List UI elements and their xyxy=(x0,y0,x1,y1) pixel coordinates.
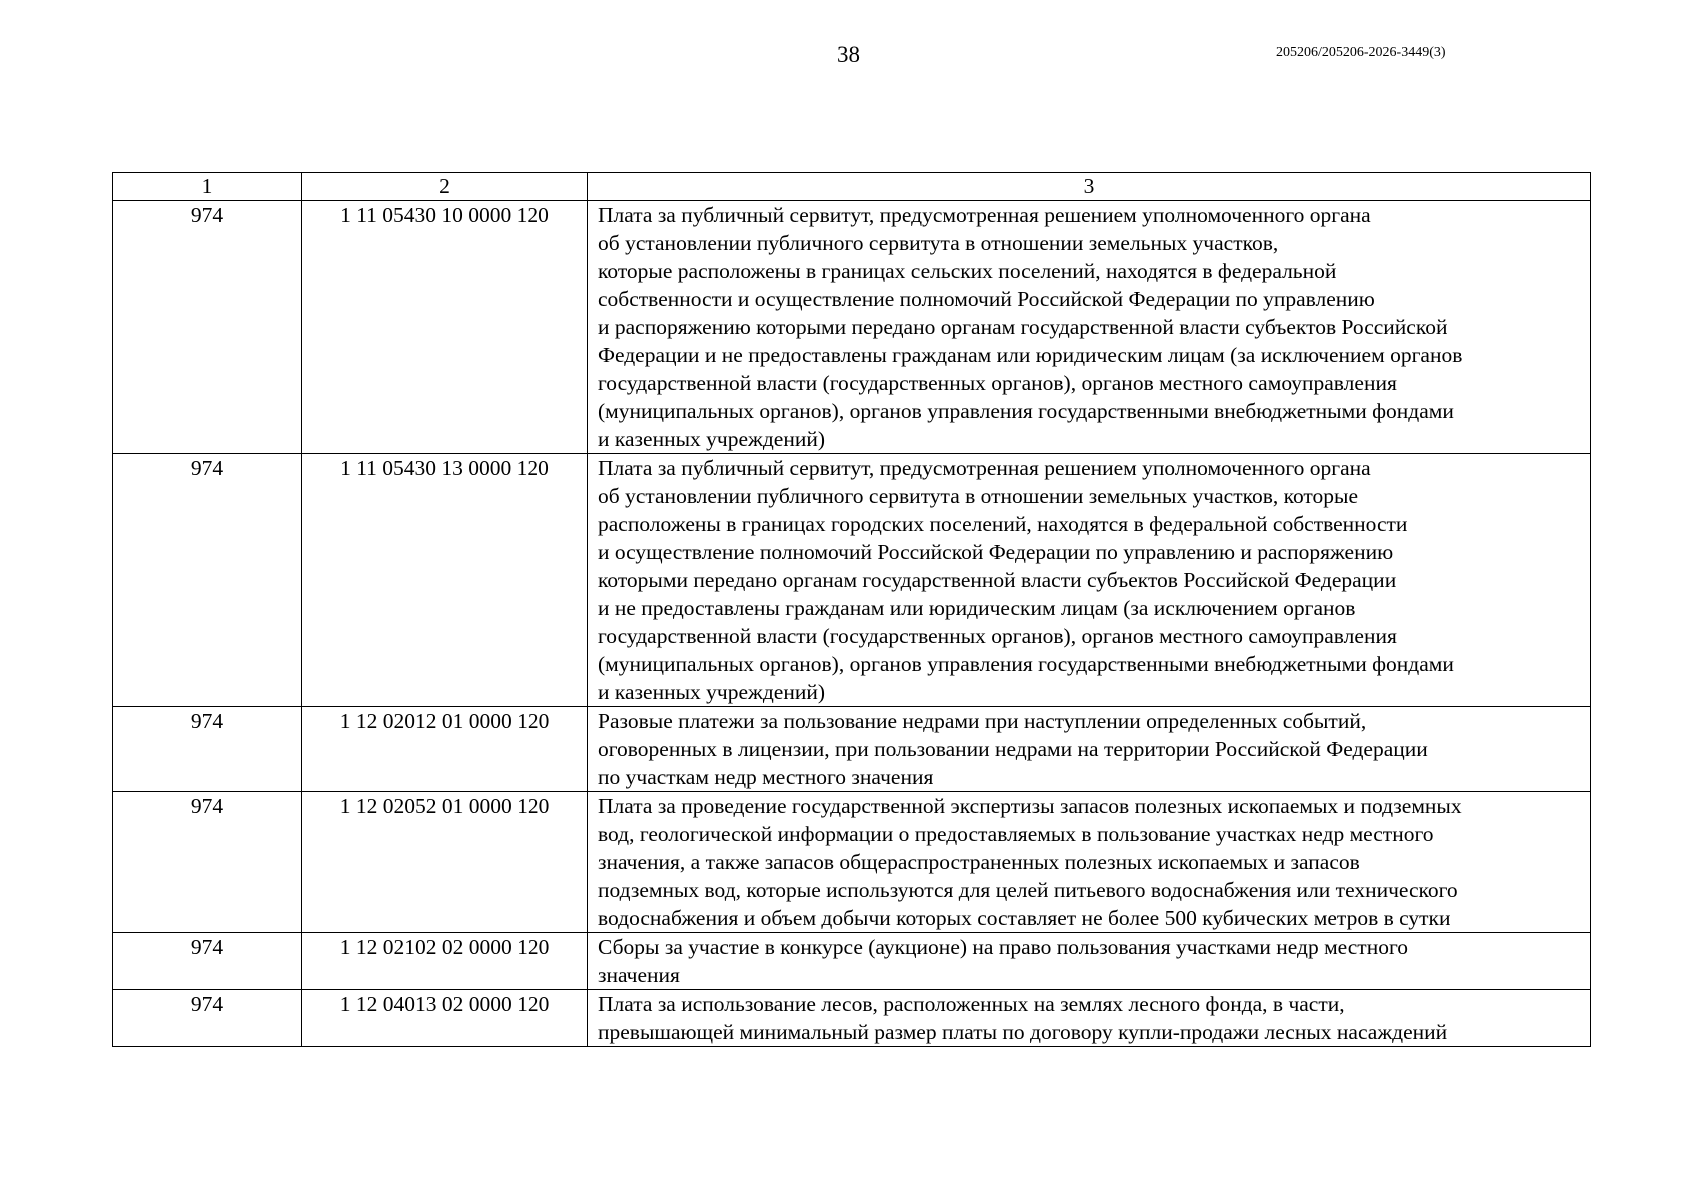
description-line: государственной власти (государственных органов), органов местного самоуправления xyxy=(598,624,1397,648)
description-cell xyxy=(588,454,1591,707)
table-row xyxy=(113,201,1591,454)
admin-code-cell: 974 xyxy=(113,454,302,707)
income-code-cell: 1 12 02052 01 0000 120 xyxy=(302,792,588,933)
document-code: 205206/205206-2026-3449(3) xyxy=(1276,45,1446,60)
income-code-cell: 1 12 04013 02 0000 120 xyxy=(302,990,588,1047)
admin-code-cell: 974 xyxy=(113,792,302,933)
table-row xyxy=(113,707,1591,792)
description-line: водоснабжения и объем добычи которых составляет не более 500 кубических метров в сутки xyxy=(598,906,1451,930)
description-line: (муниципальных органов), органов управления государственными внебюджетными фондами xyxy=(598,652,1454,676)
column-header-2: 2 xyxy=(302,173,588,201)
table-row xyxy=(113,990,1591,1047)
description-line: собственности и осуществление полномочий Российской Федерации по управлению xyxy=(598,287,1375,311)
description-line: и казенных учреждений) xyxy=(598,427,826,451)
page-number: 38 xyxy=(837,42,860,67)
income-code-cell: 1 11 05430 13 0000 120 xyxy=(302,454,588,707)
description-line: и казенных учреждений) xyxy=(598,680,826,704)
description-line: (муниципальных органов), органов управления государственными внебюджетными фондами xyxy=(598,399,1454,423)
table-row xyxy=(113,792,1591,933)
admin-code-cell: 974 xyxy=(113,707,302,792)
description-line: Федерации и не предоставлены гражданам или юридическим лицам (за исключением органов xyxy=(598,343,1463,367)
table-row xyxy=(113,933,1591,990)
description-line: государственной власти (государственных органов), органов местного самоуправления xyxy=(598,371,1397,395)
column-header-3: 3 xyxy=(588,173,1591,201)
description-line: подземных вод, которые используются для целей питьевого водоснабжения или технического xyxy=(598,878,1458,902)
description-cell xyxy=(588,792,1591,933)
income-code-cell: 1 11 05430 10 0000 120 xyxy=(302,201,588,454)
description-cell xyxy=(588,990,1591,1047)
description-line: превышающей минимальный размер платы по договору купли-продажи лесных насаждений xyxy=(598,1020,1448,1044)
description-line: Плата за проведение государственной экспертизы запасов полезных ископаемых и подземных xyxy=(598,794,1462,818)
income-code-cell: 1 12 02102 02 0000 120 xyxy=(302,933,588,990)
description-line: оговоренных в лицензии, при пользовании недрами на территории Российской Федерации xyxy=(598,737,1428,761)
admin-code-cell: 974 xyxy=(113,933,302,990)
description-line: Разовые платежи за пользование недрами при наступлении определенных событий, xyxy=(598,709,1367,733)
description-line: Сборы за участие в конкурсе (аукционе) на право пользования участками недр местного xyxy=(598,935,1408,959)
description-line: вод, геологической информации о предоставляемых в пользование участках недр местного xyxy=(598,822,1434,846)
description-cell xyxy=(588,933,1591,990)
description-line: и не предоставлены гражданам или юридическим лицам (за исключением органов xyxy=(598,596,1356,620)
description-line: значения xyxy=(598,963,680,987)
description-cell xyxy=(588,707,1591,792)
description-line: которыми передано органам государственной власти субъектов Российской Федерации xyxy=(598,568,1397,592)
table-row xyxy=(113,454,1591,707)
admin-code-cell: 974 xyxy=(113,201,302,454)
column-header-1: 1 xyxy=(113,173,302,201)
admin-code-cell: 974 xyxy=(113,990,302,1047)
description-line: и распоряжению которыми передано органам государственной власти субъектов Российской xyxy=(598,315,1448,339)
table-header-row xyxy=(113,173,1591,201)
description-line: расположены в границах городских поселений, находятся в федеральной собственности xyxy=(598,512,1408,536)
description-line: Плата за публичный сервитут, предусмотренная решением уполномоченного органа xyxy=(598,203,1371,227)
description-line: Плата за публичный сервитут, предусмотренная решением уполномоченного органа xyxy=(598,456,1371,480)
description-line: об установлении публичного сервитута в отношении земельных участков, которые xyxy=(598,484,1359,508)
description-line: значения, а также запасов общераспространенных полезных ископаемых и запасов xyxy=(598,850,1360,874)
description-line: Плата за использование лесов, расположенных на землях лесного фонда, в части, xyxy=(598,992,1345,1016)
description-line: и осуществление полномочий Российской Федерации по управлению и распоряжению xyxy=(598,540,1394,564)
description-line: об установлении публичного сервитута в отношении земельных участков, xyxy=(598,231,1279,255)
description-line: по участкам недр местного значения xyxy=(598,765,934,789)
description-cell xyxy=(588,201,1591,454)
budget-codes-table xyxy=(112,172,1591,1047)
income-code-cell: 1 12 02012 01 0000 120 xyxy=(302,707,588,792)
description-line: которые расположены в границах сельских поселений, находятся в федеральной xyxy=(598,259,1337,283)
